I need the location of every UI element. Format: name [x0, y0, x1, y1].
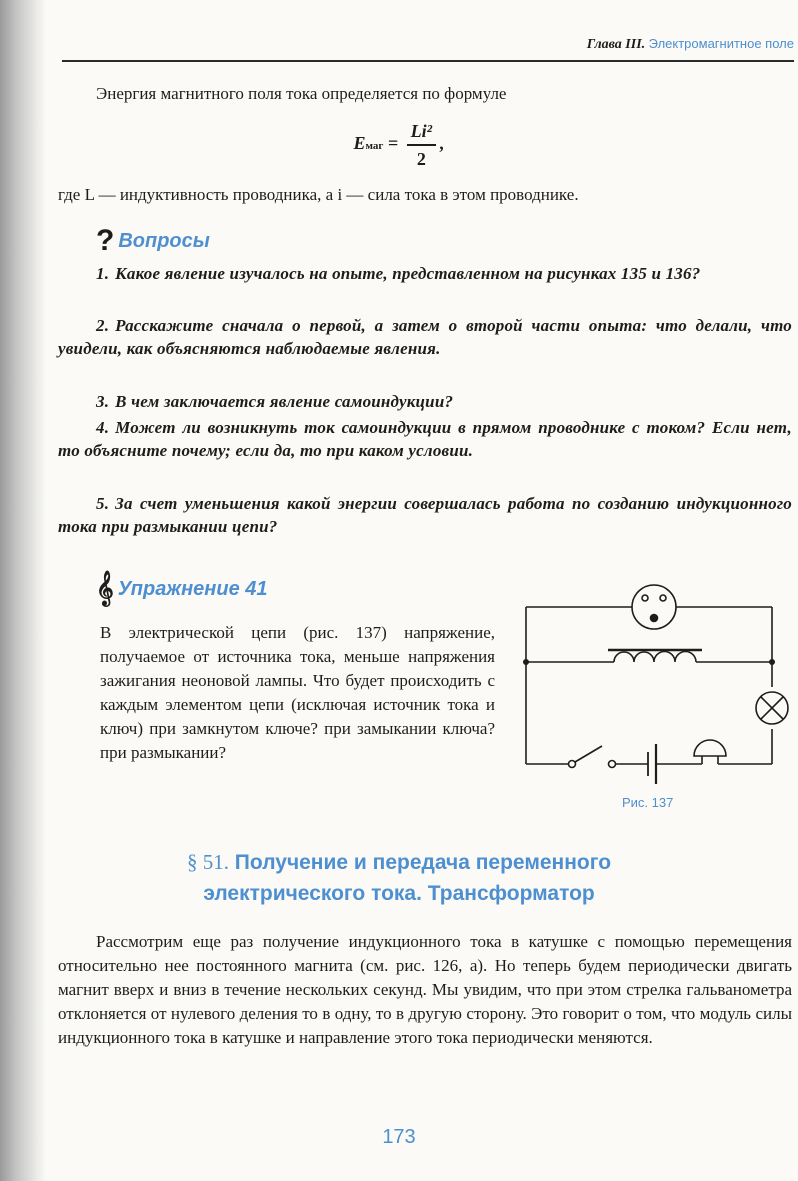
body-paragraph: Рассмотрим еще раз получение индукционного тока в катушке с помощью перемещения относительно нее постоянного магнита (см. рис. 126, а). Но теперь будем периодически двигать магнит вверх и вниз в течение нескольких секунд. Мы увидим, что при этом стрелка гальванометра отклоняется от нулевого деления то в одну, то в другую сторону. Это говорит о том, что модуль силы индукционного тока в катушке и направление этого тока периодически меняются. — [58, 932, 792, 1047]
junction-right — [769, 659, 775, 665]
question-5 — [58, 492, 792, 538]
exercise-heading — [96, 572, 268, 606]
treble-clef-icon: 𝄞 — [96, 572, 114, 605]
question-text: Какое явление изучалось на опыте, представленном на рисунках 135 и 136? — [115, 264, 701, 283]
figure-caption: Рис. 137 — [622, 795, 674, 810]
question-text: За счет уменьшения какой энергии совершалась работа по созданию индукционного тока при размыкании цепи? — [58, 494, 792, 536]
bell-icon — [694, 740, 726, 764]
formula-fraction — [407, 118, 436, 172]
question-number: 3. — [96, 392, 110, 411]
question-number: 1. — [96, 264, 110, 283]
chapter-label: Глава III. — [586, 37, 646, 52]
lamp-icon — [756, 692, 788, 724]
questions-heading-label: Вопросы — [118, 230, 210, 252]
question-text: В чем заключается явление самоиндукции? — [115, 392, 454, 411]
switch-icon — [569, 746, 616, 768]
junction-left — [523, 659, 529, 665]
question-3 — [58, 390, 792, 413]
question-4 — [58, 416, 792, 462]
page-number: 173 — [382, 1126, 416, 1148]
question-text: Может ли возникнуть ток самоиндукции в прямом проводнике с током? Если нет, то объясните почему; если да, то при каком условии. — [58, 418, 792, 460]
chapter-title: Электромагнитное поле — [648, 36, 794, 51]
question-1 — [58, 262, 792, 285]
section-title — [0, 847, 798, 909]
exercise-heading-label: Упражнение 41 — [117, 578, 268, 600]
section-title-line-1 — [0, 847, 798, 878]
section-title-text-1: Получение и передача переменного — [234, 851, 612, 874]
neon-lamp-icon — [632, 585, 676, 629]
definition-paragraph: где L — индуктивность проводника, а i — сила тока в этом проводнике. — [58, 185, 579, 204]
exercise-paragraph: В электрической цепи (рис. 137) напряжение, получаемое от источника тока, меньше напряжения зажигания неоновой лампы. Что будет происходить с каждым элементом цепи (исключая источник тока и ключ) при замкнутом ключе? при замыкании ключа? при размыкании? — [100, 623, 495, 762]
book-spine-shadow — [0, 0, 46, 1181]
formula-denominator: 2 — [416, 149, 426, 169]
formula-lhs-subscript: маг — [365, 140, 384, 153]
question-text: Расскажите сначала о первой, а затем о второй части опыта: что делали, что увидели, как объясняются наблюдаемые явления. — [58, 316, 792, 358]
questions-heading — [96, 224, 210, 258]
running-header — [62, 34, 794, 62]
circuit-diagram — [520, 582, 792, 787]
energy-formula: Eмаг = $\frac{\text{Li²}}{2}$ , — [0, 118, 798, 172]
formula-lhs: E — [353, 133, 366, 154]
question-mark-icon: ? — [96, 224, 115, 257]
formula-numerator: Li² — [407, 118, 436, 146]
battery-icon — [648, 744, 656, 784]
question-number: 2. — [96, 316, 110, 335]
question-2 — [58, 314, 792, 360]
intro-paragraph: Энергия магнитного поля тока определяется по формуле — [96, 84, 507, 103]
question-number: 5. — [96, 494, 110, 513]
formula-trailing: , — [440, 133, 445, 154]
section-title-line-2: электрического тока. Трансформатор — [203, 882, 595, 905]
inductor-coil-icon — [608, 650, 702, 662]
section-number: § 51. — [186, 850, 229, 874]
question-number: 4. — [96, 418, 110, 437]
